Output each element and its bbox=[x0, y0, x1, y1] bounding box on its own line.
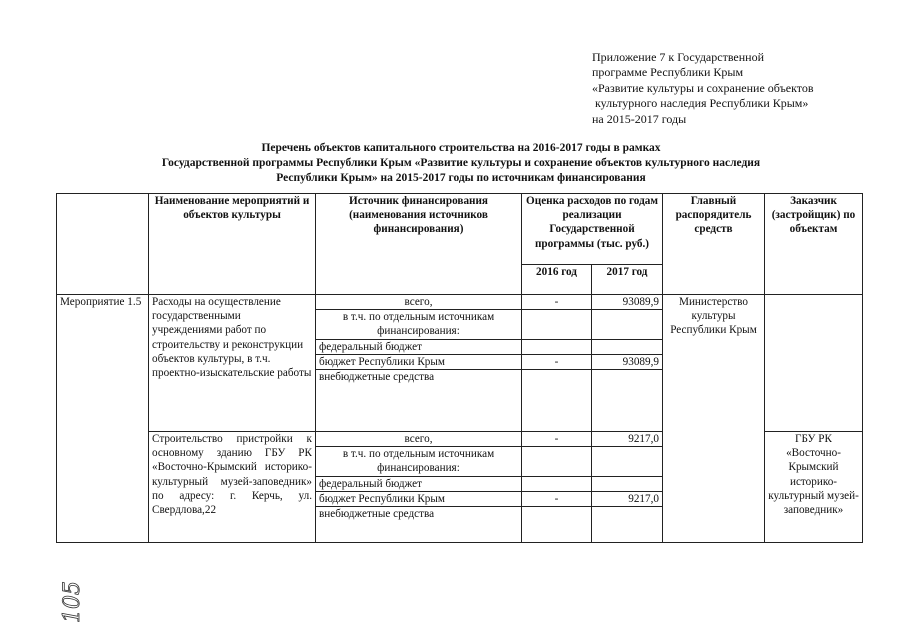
handwritten-page-mark bbox=[56, 576, 90, 628]
page-mark-text: 105 bbox=[60, 581, 85, 623]
source-cell: внебюджетные средства bbox=[316, 370, 522, 432]
event-code-continuation bbox=[57, 432, 149, 543]
object-name: Строительство пристройки к основному зданию ГБУ РК «Восточно-Крымский историко-культурный музей-заповедник» по адресу: г. Керчь, ул. Свердлова,22 bbox=[149, 432, 316, 543]
title-line: Перечень объектов капитального строительства на 2016-2017 годы в рамках bbox=[261, 142, 661, 154]
source-cell: федеральный бюджет bbox=[316, 339, 522, 354]
source-cell: внебюджетные средства bbox=[316, 507, 522, 543]
event-customer-empty bbox=[765, 295, 863, 432]
value-2016 bbox=[522, 339, 592, 354]
value-2016: - bbox=[522, 295, 592, 310]
source-cell: в т.ч. по отдельным источникам финансирования: bbox=[316, 310, 522, 339]
header-customer: Заказчик (застройщик) по объектам bbox=[765, 194, 863, 295]
value-2016 bbox=[522, 370, 592, 432]
header-estimate: Оценка расходов по годам реализации Государственной программы (тыс. руб.) bbox=[522, 194, 663, 265]
value-2016 bbox=[522, 476, 592, 491]
value-2017 bbox=[592, 310, 663, 339]
source-cell: всего, bbox=[316, 295, 522, 310]
header-empty bbox=[57, 194, 149, 295]
capital-construction-table bbox=[56, 193, 863, 543]
title-line: Государственной программы Республики Крым «Развитие культуры и сохранение объектов культурного наследия bbox=[161, 157, 761, 169]
appendix-line: программе Республики Крым bbox=[592, 65, 744, 80]
value-2017: 93089,9 bbox=[592, 295, 663, 310]
appendix-note bbox=[592, 50, 892, 127]
title-line: Республики Крым» на 2015-2017 годы по источникам финансирования bbox=[276, 172, 646, 184]
value-2017: 9217,0 bbox=[592, 491, 663, 506]
source-cell: в т.ч. по отдельным источникам финансирования: bbox=[316, 447, 522, 476]
value-2017 bbox=[592, 370, 663, 432]
header-year-2016: 2016 год bbox=[522, 265, 592, 295]
appendix-line: культурного наследия Республики Крым» bbox=[595, 96, 809, 111]
appendix-line: на 2015-2017 годы bbox=[592, 111, 687, 126]
value-2017: 93089,9 bbox=[592, 354, 663, 369]
document-title bbox=[80, 141, 842, 186]
value-2016: - bbox=[522, 491, 592, 506]
event-name: Расходы на осуществление государственными учреждениями работ по строительству и реконструкции объектов культуры, в т.ч. проектно-изыскательские работы bbox=[149, 295, 316, 432]
value-2017: 9217,0 bbox=[592, 432, 663, 447]
event-manager: Министерство культуры Республики Крым bbox=[663, 295, 765, 543]
value-2016 bbox=[522, 507, 592, 543]
event-code: Мероприятие 1.5 bbox=[57, 295, 149, 432]
header-name: Наименование мероприятий и объектов культуры bbox=[149, 194, 316, 295]
object-customer: ГБУ РК «Восточно-Крымский историко-культурный музей-заповедник» bbox=[765, 432, 863, 543]
value-2017 bbox=[592, 507, 663, 543]
value-2016 bbox=[522, 447, 592, 476]
source-cell: бюджет Республики Крым bbox=[316, 491, 522, 506]
source-cell: всего, bbox=[316, 432, 522, 447]
appendix-line: «Развитие культуры и сохранение объектов bbox=[592, 80, 814, 95]
source-cell: федеральный бюджет bbox=[316, 476, 522, 491]
value-2017 bbox=[592, 476, 663, 491]
value-2016: - bbox=[522, 432, 592, 447]
value-2017 bbox=[592, 339, 663, 354]
value-2017 bbox=[592, 447, 663, 476]
header-year-2017: 2017 год bbox=[592, 265, 663, 295]
value-2016 bbox=[522, 310, 592, 339]
appendix-line: Приложение 7 к Государственной bbox=[592, 50, 765, 64]
header-manager: Главный распорядитель средств bbox=[663, 194, 765, 295]
header-source: Источник финансирования (наименования источников финансирования) bbox=[316, 194, 522, 295]
source-cell: бюджет Республики Крым bbox=[316, 354, 522, 369]
value-2016: - bbox=[522, 354, 592, 369]
